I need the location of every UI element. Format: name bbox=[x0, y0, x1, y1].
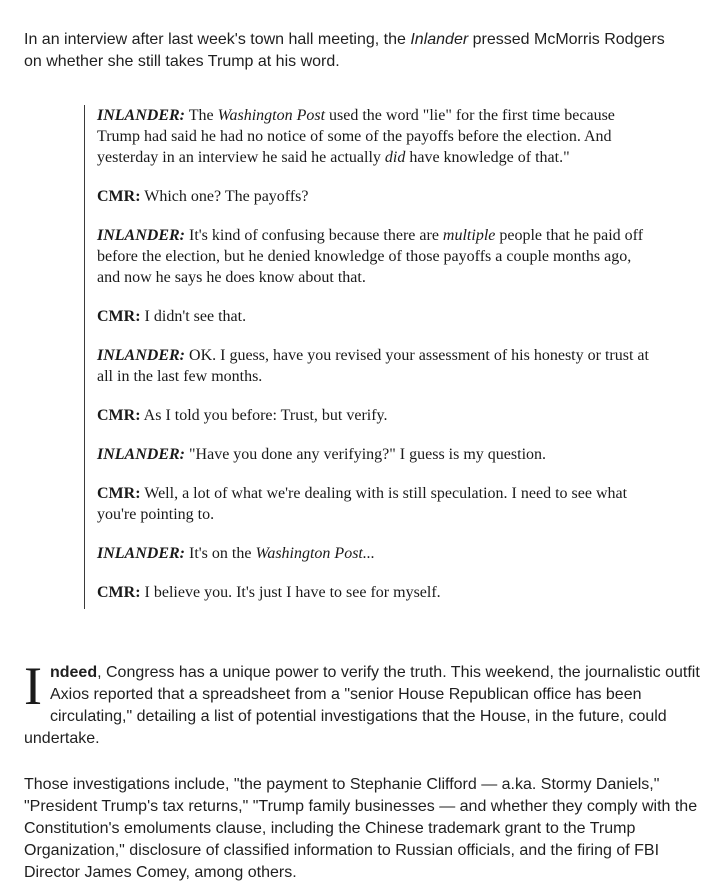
interview-exchange-7 bbox=[97, 444, 657, 465]
speaker-cmr: CMR: bbox=[97, 407, 141, 424]
interview-exchange-4 bbox=[97, 306, 657, 327]
speaker-inlander: INLANDER: bbox=[97, 545, 186, 562]
interview-exchange-1 bbox=[97, 105, 657, 168]
interview-exchange-8 bbox=[97, 483, 657, 525]
interview-exchange-10 bbox=[97, 582, 657, 603]
exchange-text: Which one? The payoffs? bbox=[140, 188, 309, 205]
exchange-text: "Have you done any verifying?" I guess is my question. bbox=[185, 446, 547, 463]
exchange-text: Well, a lot of what we're dealing with is still speculation. I need to see what you're pointing to. bbox=[97, 485, 628, 523]
speaker-cmr: CMR: bbox=[97, 485, 141, 502]
emphasis-text: multiple bbox=[442, 227, 496, 244]
publication-name: Washington Post bbox=[217, 107, 326, 124]
publication-name: Inlander bbox=[410, 31, 469, 48]
exchange-text: OK. I guess, have you revised your assessment of his honesty or trust at all in the last few months. bbox=[97, 347, 649, 385]
exchange-text: people that he paid off before the election, but he denied knowledge of those payoffs a couple months ago, and now he says he does know about that. bbox=[97, 227, 644, 286]
speaker-inlander: INLANDER: bbox=[97, 227, 186, 244]
drop-cap: I bbox=[24, 656, 42, 716]
paragraph-text: , Congress has a unique power to verify the truth. This weekend, the journalistic outfit Axios reported that a spreadsheet from a "senior House Republican office has been circulating," detailing a list of potential investigations that the House, in the future, could undertake. bbox=[24, 664, 700, 747]
speaker-inlander: INLANDER: bbox=[97, 446, 186, 463]
interview-exchange-9 bbox=[97, 543, 657, 564]
exchange-text: used the word "lie" for the first time because Trump had said he had no notice of some of the payoffs before the election. And yesterday in an interview he said he actually bbox=[97, 107, 615, 166]
speaker-cmr: CMR: bbox=[97, 308, 141, 325]
speaker-inlander: INLANDER: bbox=[97, 347, 186, 364]
exchange-text: It's kind of confusing because there are bbox=[185, 227, 443, 244]
interview-exchange-3 bbox=[97, 225, 657, 288]
emphasis-text: did bbox=[384, 149, 406, 166]
interview-exchange-5 bbox=[97, 345, 657, 387]
speaker-inlander: INLANDER: bbox=[97, 107, 186, 124]
body-paragraph-1 bbox=[0, 656, 724, 750]
exchange-text: have knowledge of that." bbox=[405, 149, 570, 166]
interview-exchange-2 bbox=[97, 186, 657, 207]
body-paragraph-2: Those investigations include, "the payment to Stephanie Clifford — a.ka. Stormy Daniels," "President Trump's tax returns," "Trump family businesses — and whether they comply with the Constitution's emoluments clause, including the Chinese trademark grant to the Trump Organization," disclosure of classified information to Russian officials, and the firing of FBI Director James Comey, among others. bbox=[24, 776, 698, 881]
intro-paragraph bbox=[0, 29, 700, 73]
lead-word: ndeed bbox=[49, 664, 98, 681]
interview-blockquote bbox=[84, 105, 657, 609]
intro-text: In an interview after last week's town hall meeting, the bbox=[24, 31, 411, 48]
intro-text-end: pressed McMorris Rodgers on whether she still takes Trump at his word. bbox=[24, 31, 665, 70]
speaker-cmr: CMR: bbox=[97, 188, 141, 205]
exchange-text: As I told you before: Trust, but verify. bbox=[140, 407, 388, 424]
exchange-text: The bbox=[185, 107, 218, 124]
exchange-text: I believe you. It's just I have to see for myself. bbox=[140, 584, 441, 601]
interview-exchange-6 bbox=[97, 405, 657, 426]
speaker-cmr: CMR: bbox=[97, 584, 141, 601]
publication-name: Washington Post... bbox=[255, 545, 375, 562]
exchange-text: I didn't see that. bbox=[140, 308, 247, 325]
exchange-text: It's on the bbox=[185, 545, 256, 562]
